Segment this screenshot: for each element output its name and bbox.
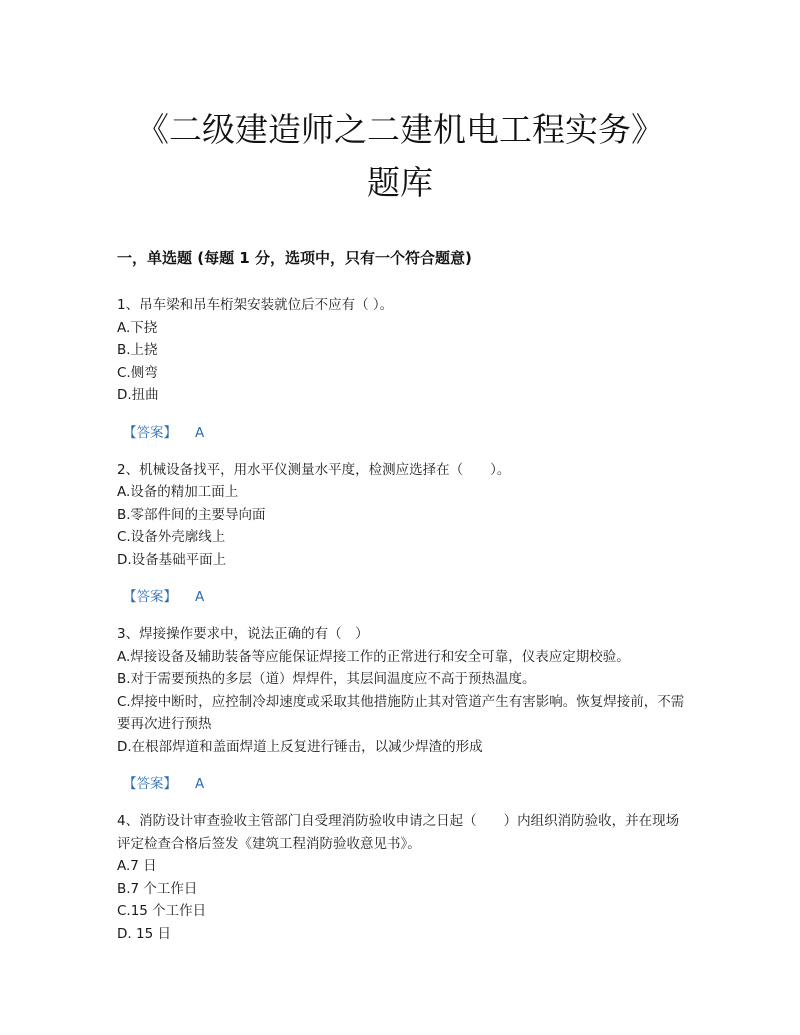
option-d: D. 15 日: [117, 925, 171, 942]
answer-value: A: [195, 424, 205, 441]
option-b: B.上挠: [117, 342, 158, 358]
answer-label: 【答案】: [123, 424, 177, 441]
question-stem: 2、机械设备找平，用水平仪测量水平度，检测应选择在（ ）。: [117, 461, 511, 478]
question-3: [117, 623, 687, 795]
option-b: B.零部件间的主要导向面: [117, 506, 266, 523]
answer-line: [117, 773, 687, 795]
option-a: A.7 日: [117, 858, 157, 874]
question-1: [117, 294, 687, 444]
question-stem: 3、焊接操作要求中，说法正确的有（ ）: [117, 626, 369, 642]
question-stem: 4、消防设计审查验收主管部门自受理消防验收申请之日起（ ）内组织消防验收，并在现场评定检查合格后签发《建筑工程消防验收意见书》。: [117, 813, 680, 852]
question-list: [117, 294, 687, 945]
option-b: B.7 个工作日: [117, 880, 198, 897]
option-d: D.设备基础平面上: [117, 551, 227, 568]
answer-label: 【答案】: [123, 589, 177, 605]
question-4: [117, 810, 687, 945]
question-stem: 1、吊车梁和吊车桁架安装就位后不应有（ ）。: [117, 297, 394, 313]
answer-label: 【答案】: [123, 776, 177, 792]
option-c: C.焊接中断时，应控制冷却速度或采取其他措施防止其对管道产生有害影响。恢复焊接前，不需要再次进行预热: [117, 693, 685, 732]
question-2: [117, 459, 687, 609]
option-c: C.侧弯: [117, 364, 158, 381]
answer-value: A: [195, 776, 205, 792]
option-b: B.对于需要预热的多层（道）焊焊件，其层间温度应不高于预热温度。: [117, 671, 536, 687]
answer-line: [117, 586, 687, 608]
document-title: 《二级建造师之二建机电工程实务》: [136, 110, 664, 149]
option-c: C.设备外壳廓线上: [117, 529, 226, 545]
answer-value: A: [195, 589, 205, 605]
option-d: D.在根部焊道和盖面焊道上反复进行锤击，以减少焊渣的形成: [117, 738, 483, 755]
answer-line: [117, 422, 687, 444]
option-c: C.15 个工作日: [117, 903, 207, 919]
option-a: A.焊接设备及辅助装备等应能保证焊接工作的正常进行和安全可靠，仪表应定期校验。: [117, 648, 630, 665]
document-title-line2: 题库: [367, 163, 433, 202]
option-a: A.下挠: [117, 319, 158, 336]
option-d: D.扭曲: [117, 387, 159, 403]
option-a: A.设备的精加工面上: [117, 484, 239, 500]
section-heading: 一，单选题 (每题 1 分，选项中，只有一个符合题意): [117, 249, 472, 267]
